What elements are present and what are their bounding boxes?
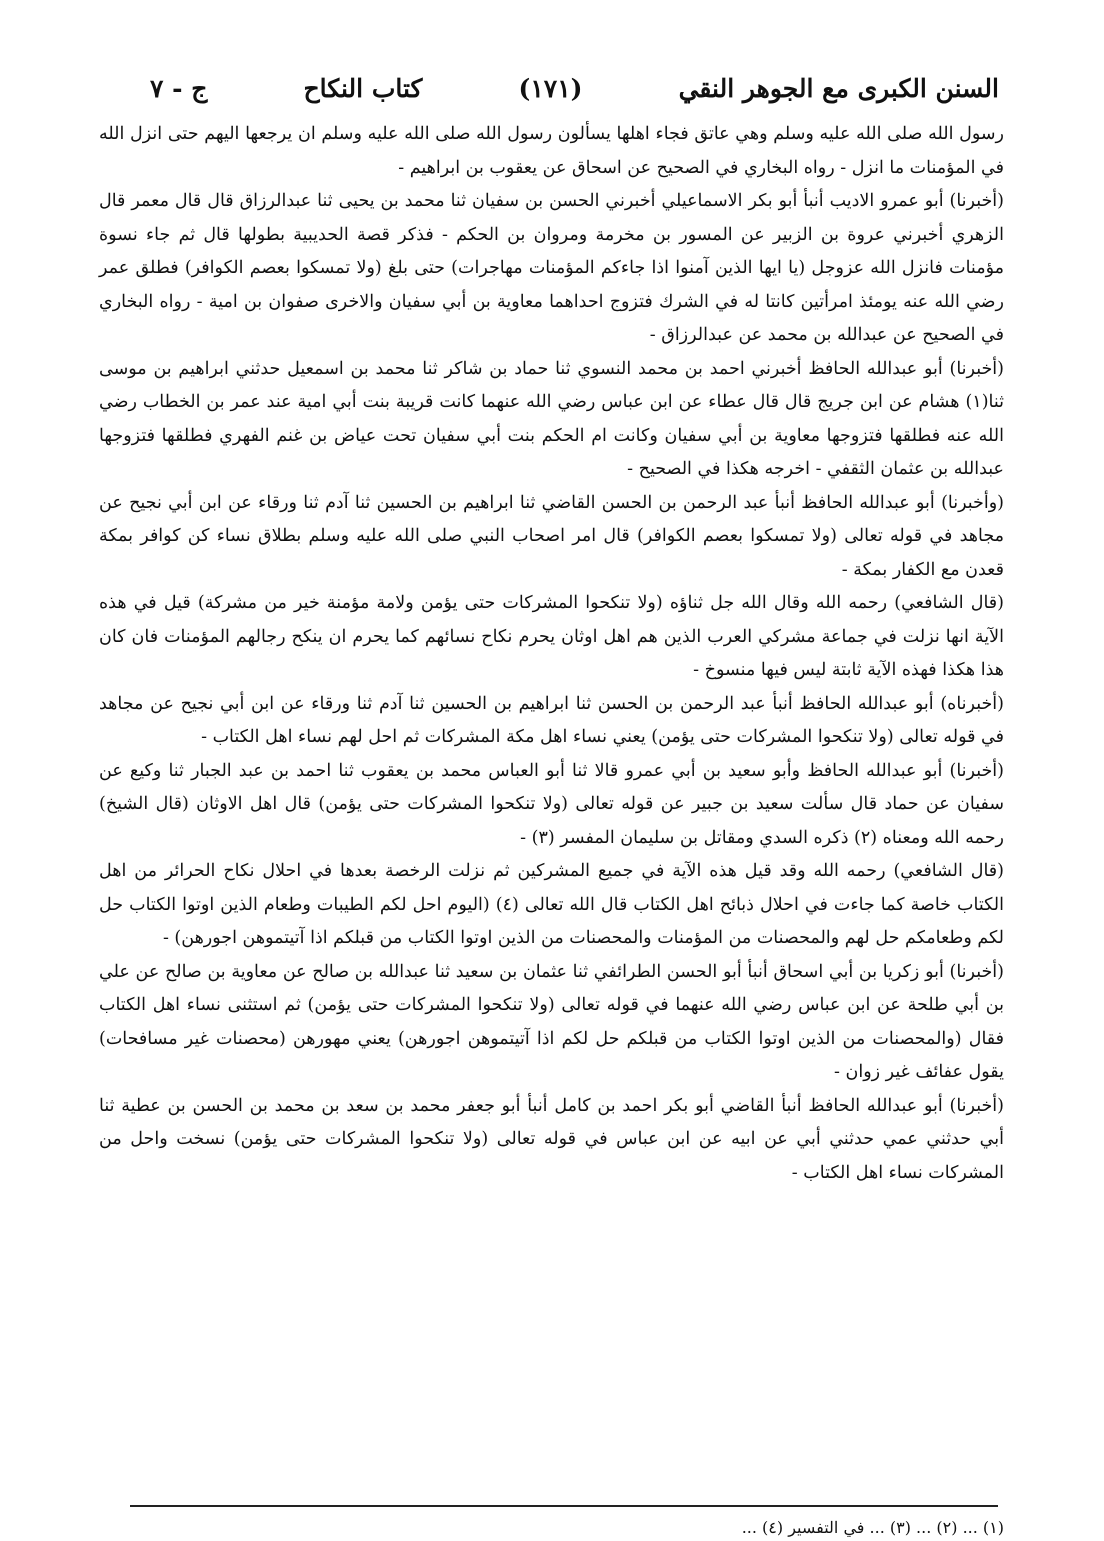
paragraph-8: (قال الشافعي) رحمه الله وقد قيل هذه الآية في جميع المشركين ثم نزلت الرخصة بعدها في احلال نكاح الحرائر من اهل الكتاب خاصة كما جاءت في احلال ذبائح اهل الكتاب قال الله تعالى (٤) (اليوم احل لكم الطيبات وطعام الذين اوتوا الكتاب حل لكم وطعامكم حل لهم والمحصنات من المؤمنات والمحصنات من الذين اوتوا الكتاب من قبلكم اذا آتيتموهن اجورهن) -: [99, 861, 1004, 948]
paragraph-6: (أخبرناه) أبو عبدالله الحافظ أنبأ عبد الرحمن بن الحسن ثنا ابراهيم بن الحسين ثنا آدم ثنا ورقاء عن ابن أبي نجيح عن مجاهد في قوله تعالى (ولا تنكحوا المشركات حتى يؤمن) يعني نساء اهل مكة المشركات ثم احل لهم نساء اهل الكتاب -: [99, 693, 1004, 747]
paragraph-9: (أخبرنا) أبو زكريا بن أبي اسحاق أنبأ أبو الحسن الطرائفي ثنا عثمان بن سعيد ثنا عبدالله بن صالح عن معاوية بن صالح عن علي بن أبي طلحة عن ابن عباس رضي الله عنهما في قوله تعالى (ولا تنكحوا المشركات حتى يؤمن) ثم استثنى نساء اهل الكتاب فقال (والمحصنات من الذين اوتوا الكتاب من قبلكم حل لكم اذا آتيتموهن اجورهن) يعني مهورهن (محصنات غير مسافحات) يقول عفائف غير زوان -: [99, 961, 1004, 1082]
paragraph-3: (أخبرنا) أبو عبدالله الحافظ أخبرني احمد بن محمد النسوي ثنا حماد بن شاكر ثنا محمد بن اسمعيل حدثني ابراهيم بن موسى ثنا(١) هشام عن ابن جريج قال قال عطاء عن ابن عباس رضي الله عنهما كانت قريبة بنت أبي امية عند عمر بن الخطاب رضي الله عنه فطلقها فتزوجها معاوية بن أبي سفيان وكانت ام الحكم بنت أبي سفيان تحت عياض بن غنم الفهري فطلقها فتزوجها عبدالله بن عثمان الثقفي - اخرجه هكذا في الصحيح -: [99, 358, 1004, 479]
chapter-title: كتاب النكاح: [303, 73, 423, 103]
running-header: [150, 62, 999, 114]
footnote-divider: [130, 1505, 998, 1507]
paragraph-4: (وأخبرنا) أبو عبدالله الحافظ أنبأ عبد الرحمن بن الحسن القاضي ثنا ابراهيم بن الحسين ثنا آدم ثنا ورقاء عن ابن أبي نجيح عن مجاهد في قوله تعالى (ولا تمسكوا بعصم الكوافر) قال امر اصحاب النبي صلى الله عليه وسلم بطلاق نساء كن كوافر بمكة قعدن مع الكفار بمكة -: [99, 492, 1004, 580]
main-text: [99, 118, 1004, 1190]
paragraph-7: (أخبرنا) أبو عبدالله الحافظ وأبو سعيد بن أبي عمرو قالا ثنا أبو العباس محمد بن يعقوب ثنا احمد بن عبد الجبار ثنا وكيع عن سفيان عن حماد قال سألت سعيد بن جبير عن قوله تعالى (ولا تنكحوا المشركات حتى يؤمن) قال اهل الاوثان (قال الشيخ) رحمه الله ومعناه (٢) ذكره السدي ومقاتل بن سليمان المفسر (٣) -: [99, 760, 1004, 848]
paragraph-2: (أخبرنا) أبو عمرو الاديب أنبأ أبو بكر الاسماعيلي أخبرني الحسن بن سفيان ثنا محمد بن يحيى ثنا عبدالرزاق قال قال معمر قال الزهري أخبرني عروة بن الزبير عن المسور بن مخرمة ومروان بن الحكم - فذكر قصة الحديبية بطولها قال ثم جاء نسوة مؤمنات فانزل الله عزوجل (يا ايها الذين آمنوا اذا جاءكم المؤمنات مهاجرات) حتى بلغ (ولا تمسكوا بعصم الكوافر) فطلق عمر رضي الله عنه يومئذ امرأتين كانتا له في الشرك فتزوج احداهما معاوية بن أبي سفيان والاخرى صفوان بن امية - رواه البخاري في الصحيح عن عبدالله بن محمد عن عبدالرزاق -: [99, 191, 1004, 345]
paragraph-5: (قال الشافعي) رحمه الله وقال الله جل ثناؤه (ولا تنكحوا المشركات حتى يؤمن ولامة مؤمنة خير من مشركة) قيل في هذه الآية انها نزلت في جماعة مشركي العرب الذين هم اهل اوثان يحرم نكاح نسائهم كما يحرم ان ينكح رجالهم المؤمنات فان كان هذا هكذا فهذه الآية ثابتة ليس فيها منسوخ -: [99, 593, 1004, 680]
paragraph-10: (أخبرنا) أبو عبدالله الحافظ أنبأ القاضي أبو بكر احمد بن كامل أنبأ أبو جعفر محمد بن سعد بن محمد بن الحسن بن عطية ثنا أبي حدثني عمي حدثني أبي عن ابيه عن ابن عباس في قوله تعالى (ولا تنكحوا المشركات حتى يؤمن) نسخت واحل من المشركات نساء اهل الكتاب -: [99, 1095, 1004, 1183]
volume-label: ج - ٧: [150, 73, 208, 103]
page-number: (١٧١): [518, 73, 583, 103]
footnote-line: (١) ... (٢) ... (٣) ... في التفسير (٤) ...: [741, 1518, 1004, 1537]
paragraph-1: رسول الله صلى الله عليه وسلم وهي عاتق فجاء اهلها يسألون رسول الله صلى الله عليه وسلم ان يرجعها اليهم حتى انزل الله في المؤمنات ما انزل - رواه البخاري في الصحيح عن اسحاق عن يعقوب بن ابراهيم -: [99, 124, 1004, 178]
book-title: السنن الكبرى مع الجوهر النقي: [678, 73, 999, 103]
